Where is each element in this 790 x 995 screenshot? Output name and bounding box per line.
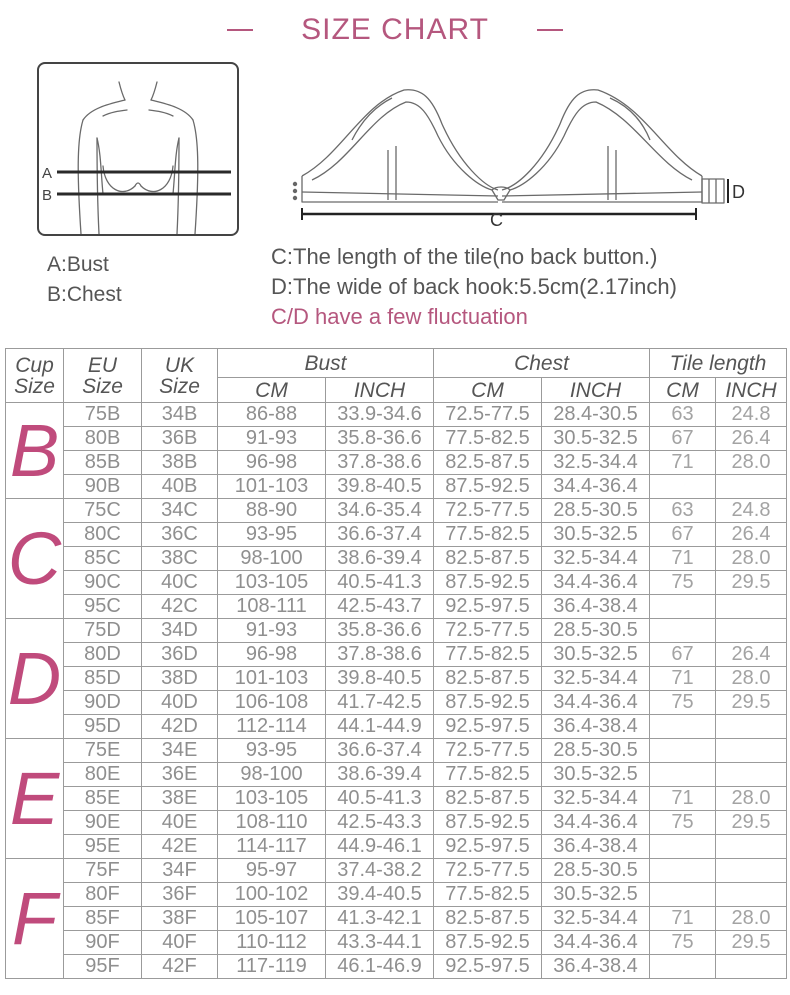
cell-uk: 40E (142, 811, 218, 835)
cell-chest-cm: 72.5-77.5 (434, 859, 542, 883)
cup-letter-f: F (6, 859, 64, 979)
cell-eu: 75E (64, 739, 142, 763)
header-eu-size: EU Size (64, 349, 142, 403)
cell-eu: 85E (64, 787, 142, 811)
cell-bust-cm: 112-114 (218, 715, 326, 739)
cell-tile-inch: 28.0 (716, 547, 787, 571)
cell-chest-inch: 28.5-30.5 (542, 859, 650, 883)
cell-chest-inch: 32.5-34.4 (542, 547, 650, 571)
table-row (6, 619, 787, 643)
cell-chest-cm: 72.5-77.5 (434, 499, 542, 523)
table-row (6, 763, 787, 787)
cell-bust-cm: 106-108 (218, 691, 326, 715)
cell-bust-inch: 36.6-37.4 (326, 739, 434, 763)
cell-eu: 80F (64, 883, 142, 907)
cup-letter-c: C (6, 499, 64, 619)
cell-uk: 36F (142, 883, 218, 907)
cell-bust-cm: 117-119 (218, 955, 326, 979)
header-tile-inch: INCH (716, 378, 787, 403)
cell-chest-inch: 34.4-36.4 (542, 571, 650, 595)
legend-hook-width: D:The wide of back hook:5.5cm(2.17inch) (271, 274, 677, 299)
marker-a: A (42, 165, 53, 182)
cell-chest-inch: 36.4-38.4 (542, 955, 650, 979)
body-illustration (37, 62, 239, 236)
cell-eu: 75C (64, 499, 142, 523)
cell-eu: 85F (64, 907, 142, 931)
legend-length: C:The length of the tile(no back button.) (271, 244, 658, 269)
cell-bust-inch: 38.6-39.4 (326, 547, 434, 571)
cell-tile-inch (716, 763, 787, 787)
cell-uk: 34F (142, 859, 218, 883)
cell-chest-inch: 30.5-32.5 (542, 427, 650, 451)
size-table (5, 348, 787, 979)
cell-chest-inch: 30.5-32.5 (542, 523, 650, 547)
cell-tile-cm: 71 (650, 907, 716, 931)
cell-tile-inch (716, 859, 787, 883)
cell-chest-cm: 77.5-82.5 (434, 643, 542, 667)
cell-chest-cm: 87.5-92.5 (434, 475, 542, 499)
header-chest-cm: CM (434, 378, 542, 403)
header-bust: Bust (218, 349, 434, 378)
cell-tile-inch: 28.0 (716, 787, 787, 811)
cell-tile-inch (716, 475, 787, 499)
cell-chest-cm: 92.5-97.5 (434, 835, 542, 859)
table-row (6, 427, 787, 451)
cell-uk: 42E (142, 835, 218, 859)
cell-uk: 38B (142, 451, 218, 475)
cell-uk: 36C (142, 523, 218, 547)
cell-chest-inch: 28.5-30.5 (542, 739, 650, 763)
cell-chest-inch: 34.4-36.4 (542, 475, 650, 499)
legend-chest: B:Chest (47, 283, 122, 306)
header-bust-inch: INCH (326, 378, 434, 403)
cell-chest-inch: 30.5-32.5 (542, 883, 650, 907)
cell-chest-inch: 34.4-36.4 (542, 931, 650, 955)
cell-bust-cm: 96-98 (218, 451, 326, 475)
cell-chest-inch: 36.4-38.4 (542, 835, 650, 859)
cell-tile-cm: 75 (650, 571, 716, 595)
table-row (6, 523, 787, 547)
cell-bust-cm: 98-100 (218, 547, 326, 571)
cell-bust-cm: 114-117 (218, 835, 326, 859)
cell-tile-cm: 75 (650, 931, 716, 955)
cell-chest-inch: 30.5-32.5 (542, 763, 650, 787)
cell-bust-inch: 38.6-39.4 (326, 763, 434, 787)
cell-eu: 95C (64, 595, 142, 619)
cell-chest-inch: 32.5-34.4 (542, 787, 650, 811)
cell-uk: 40D (142, 691, 218, 715)
cell-uk: 42F (142, 955, 218, 979)
title-dash-right (537, 29, 563, 31)
cell-chest-inch: 34.4-36.4 (542, 811, 650, 835)
header-tile-cm: CM (650, 378, 716, 403)
table-row (6, 715, 787, 739)
cell-bust-cm: 101-103 (218, 475, 326, 499)
cell-bust-inch: 40.5-41.3 (326, 787, 434, 811)
cell-tile-cm (650, 883, 716, 907)
cell-chest-inch: 34.4-36.4 (542, 691, 650, 715)
bra-drawing (292, 84, 752, 230)
cell-bust-inch: 35.8-36.6 (326, 619, 434, 643)
cell-bust-cm: 91-93 (218, 427, 326, 451)
cell-bust-cm: 88-90 (218, 499, 326, 523)
cell-bust-inch: 37.8-38.6 (326, 643, 434, 667)
cell-uk: 40F (142, 931, 218, 955)
cell-eu: 90B (64, 475, 142, 499)
cell-bust-inch: 37.4-38.2 (326, 859, 434, 883)
cell-chest-cm: 72.5-77.5 (434, 403, 542, 427)
cell-bust-inch: 39.4-40.5 (326, 883, 434, 907)
cell-eu: 80E (64, 763, 142, 787)
cell-tile-inch: 28.0 (716, 667, 787, 691)
table-row (6, 499, 787, 523)
cell-chest-inch: 28.5-30.5 (542, 619, 650, 643)
table-row (6, 643, 787, 667)
cell-tile-inch: 24.8 (716, 499, 787, 523)
table-row (6, 859, 787, 883)
cell-uk: 34E (142, 739, 218, 763)
cell-tile-cm (650, 715, 716, 739)
cell-chest-cm: 82.5-87.5 (434, 451, 542, 475)
cell-chest-inch: 36.4-38.4 (542, 715, 650, 739)
cell-eu: 75F (64, 859, 142, 883)
cell-tile-cm (650, 475, 716, 499)
cell-bust-cm: 105-107 (218, 907, 326, 931)
cell-tile-cm (650, 595, 716, 619)
cell-tile-cm (650, 739, 716, 763)
size-table-body (6, 403, 787, 979)
cell-bust-cm: 86-88 (218, 403, 326, 427)
cell-bust-cm: 93-95 (218, 739, 326, 763)
table-row (6, 475, 787, 499)
cell-eu: 90C (64, 571, 142, 595)
cell-chest-cm: 82.5-87.5 (434, 547, 542, 571)
cell-uk: 38E (142, 787, 218, 811)
cell-bust-inch: 41.3-42.1 (326, 907, 434, 931)
torso-drawing (39, 64, 237, 234)
cell-bust-inch: 42.5-43.3 (326, 811, 434, 835)
cell-bust-inch: 46.1-46.9 (326, 955, 434, 979)
cell-tile-cm: 67 (650, 523, 716, 547)
cell-eu: 75D (64, 619, 142, 643)
header-chest: Chest (434, 349, 650, 378)
cell-uk: 42D (142, 715, 218, 739)
cell-bust-cm: 98-100 (218, 763, 326, 787)
cell-chest-inch: 36.4-38.4 (542, 595, 650, 619)
cell-bust-cm: 96-98 (218, 643, 326, 667)
cell-chest-inch: 28.4-30.5 (542, 403, 650, 427)
table-row (6, 811, 787, 835)
cell-uk: 38C (142, 547, 218, 571)
marker-d: D (732, 182, 745, 202)
cell-bust-inch: 35.8-36.6 (326, 427, 434, 451)
cell-chest-cm: 77.5-82.5 (434, 763, 542, 787)
cell-uk: 38D (142, 667, 218, 691)
cell-chest-cm: 77.5-82.5 (434, 883, 542, 907)
title-dash-left (227, 29, 253, 31)
header-cup-size: Cup Size (6, 349, 64, 403)
cell-chest-cm: 87.5-92.5 (434, 931, 542, 955)
cell-tile-cm: 75 (650, 691, 716, 715)
cell-uk: 36E (142, 763, 218, 787)
cell-uk: 36D (142, 643, 218, 667)
cell-bust-cm: 95-97 (218, 859, 326, 883)
cell-chest-cm: 87.5-92.5 (434, 811, 542, 835)
table-row (6, 667, 787, 691)
header-bust-cm: CM (218, 378, 326, 403)
cell-eu: 95D (64, 715, 142, 739)
cell-bust-inch: 42.5-43.7 (326, 595, 434, 619)
cell-tile-inch: 26.4 (716, 523, 787, 547)
cell-chest-cm: 72.5-77.5 (434, 619, 542, 643)
table-row (6, 907, 787, 931)
cell-eu: 95E (64, 835, 142, 859)
cell-tile-inch: 29.5 (716, 811, 787, 835)
cell-eu: 80C (64, 523, 142, 547)
cell-bust-inch: 33.9-34.6 (326, 403, 434, 427)
cell-eu: 85D (64, 667, 142, 691)
cell-chest-cm: 72.5-77.5 (434, 739, 542, 763)
cell-tile-cm (650, 763, 716, 787)
cell-bust-inch: 44.1-44.9 (326, 715, 434, 739)
header-chest-inch: INCH (542, 378, 650, 403)
cell-eu: 90E (64, 811, 142, 835)
cell-bust-cm: 103-105 (218, 571, 326, 595)
cell-tile-inch (716, 835, 787, 859)
cell-bust-cm: 100-102 (218, 883, 326, 907)
cell-chest-cm: 92.5-97.5 (434, 595, 542, 619)
cell-uk: 34B (142, 403, 218, 427)
table-row (6, 403, 787, 427)
table-row (6, 931, 787, 955)
cell-eu: 75B (64, 403, 142, 427)
cell-tile-inch (716, 595, 787, 619)
cell-tile-cm (650, 619, 716, 643)
cell-bust-inch: 34.6-35.4 (326, 499, 434, 523)
cell-eu: 80B (64, 427, 142, 451)
cell-bust-inch: 44.9-46.1 (326, 835, 434, 859)
cell-tile-inch (716, 619, 787, 643)
cell-tile-inch: 29.5 (716, 691, 787, 715)
cell-tile-inch (716, 955, 787, 979)
cell-tile-inch: 24.8 (716, 403, 787, 427)
cup-letter-e: E (6, 739, 64, 859)
table-row (6, 787, 787, 811)
marker-c: C (490, 210, 503, 230)
cell-tile-cm: 71 (650, 547, 716, 571)
table-row (6, 451, 787, 475)
cell-chest-inch: 32.5-34.4 (542, 667, 650, 691)
cell-bust-inch: 43.3-44.1 (326, 931, 434, 955)
legend-fluctuation-note: C/D have a few fluctuation (271, 304, 528, 329)
cell-eu: 95F (64, 955, 142, 979)
table-row (6, 571, 787, 595)
page-title: SIZE CHART (301, 13, 489, 46)
cell-bust-cm: 110-112 (218, 931, 326, 955)
cell-tile-cm: 75 (650, 811, 716, 835)
title-bar (0, 10, 790, 50)
cell-chest-cm: 87.5-92.5 (434, 571, 542, 595)
cell-uk: 34D (142, 619, 218, 643)
cell-chest-cm: 92.5-97.5 (434, 715, 542, 739)
cell-tile-inch: 26.4 (716, 427, 787, 451)
cup-letter-d: D (6, 619, 64, 739)
cell-tile-inch (716, 739, 787, 763)
cell-chest-cm: 87.5-92.5 (434, 691, 542, 715)
cell-tile-inch: 28.0 (716, 451, 787, 475)
cell-bust-inch: 39.8-40.5 (326, 475, 434, 499)
cell-chest-inch: 28.5-30.5 (542, 499, 650, 523)
cell-tile-inch: 29.5 (716, 931, 787, 955)
legend-right (271, 242, 677, 332)
cell-uk: 34C (142, 499, 218, 523)
cell-chest-inch: 32.5-34.4 (542, 907, 650, 931)
cell-eu: 90D (64, 691, 142, 715)
header-uk-size: UK Size (142, 349, 218, 403)
table-row (6, 739, 787, 763)
cup-letter-b: B (6, 403, 64, 499)
cell-bust-inch: 36.6-37.4 (326, 523, 434, 547)
cell-bust-inch: 41.7-42.5 (326, 691, 434, 715)
cell-tile-cm: 63 (650, 499, 716, 523)
cell-tile-cm (650, 859, 716, 883)
cell-bust-inch: 40.5-41.3 (326, 571, 434, 595)
cell-tile-cm: 67 (650, 427, 716, 451)
cell-chest-cm: 82.5-87.5 (434, 907, 542, 931)
cell-uk: 36B (142, 427, 218, 451)
table-row (6, 595, 787, 619)
cell-tile-inch: 29.5 (716, 571, 787, 595)
cell-chest-cm: 77.5-82.5 (434, 523, 542, 547)
cell-bust-cm: 101-103 (218, 667, 326, 691)
cell-bust-inch: 39.8-40.5 (326, 667, 434, 691)
cell-uk: 38F (142, 907, 218, 931)
cell-bust-cm: 93-95 (218, 523, 326, 547)
cell-bust-cm: 103-105 (218, 787, 326, 811)
cell-bust-cm: 91-93 (218, 619, 326, 643)
cell-bust-cm: 108-111 (218, 595, 326, 619)
table-row (6, 883, 787, 907)
cell-chest-inch: 32.5-34.4 (542, 451, 650, 475)
marker-b: B (42, 187, 53, 204)
cell-tile-cm: 71 (650, 787, 716, 811)
cell-bust-cm: 108-110 (218, 811, 326, 835)
cell-bust-inch: 37.8-38.6 (326, 451, 434, 475)
cell-chest-cm: 82.5-87.5 (434, 787, 542, 811)
cell-chest-cm: 77.5-82.5 (434, 427, 542, 451)
cell-tile-inch: 28.0 (716, 907, 787, 931)
cell-eu: 90F (64, 931, 142, 955)
cell-tile-cm: 67 (650, 643, 716, 667)
table-row (6, 955, 787, 979)
cell-tile-inch (716, 883, 787, 907)
cell-uk: 40C (142, 571, 218, 595)
cell-tile-cm (650, 835, 716, 859)
cell-tile-inch (716, 715, 787, 739)
cell-tile-inch: 26.4 (716, 643, 787, 667)
cell-chest-inch: 30.5-32.5 (542, 643, 650, 667)
table-row (6, 835, 787, 859)
cell-tile-cm: 63 (650, 403, 716, 427)
header-tile-length: Tile length (650, 349, 787, 378)
cell-tile-cm: 71 (650, 667, 716, 691)
cell-eu: 85C (64, 547, 142, 571)
table-row (6, 547, 787, 571)
cell-uk: 42C (142, 595, 218, 619)
cell-eu: 85B (64, 451, 142, 475)
cell-tile-cm: 71 (650, 451, 716, 475)
cell-chest-cm: 82.5-87.5 (434, 667, 542, 691)
cell-tile-cm (650, 955, 716, 979)
cell-eu: 80D (64, 643, 142, 667)
cell-uk: 40B (142, 475, 218, 499)
table-row (6, 691, 787, 715)
cell-chest-cm: 92.5-97.5 (434, 955, 542, 979)
legend-left (47, 250, 122, 310)
legend-bust: A:Bust (47, 253, 109, 276)
